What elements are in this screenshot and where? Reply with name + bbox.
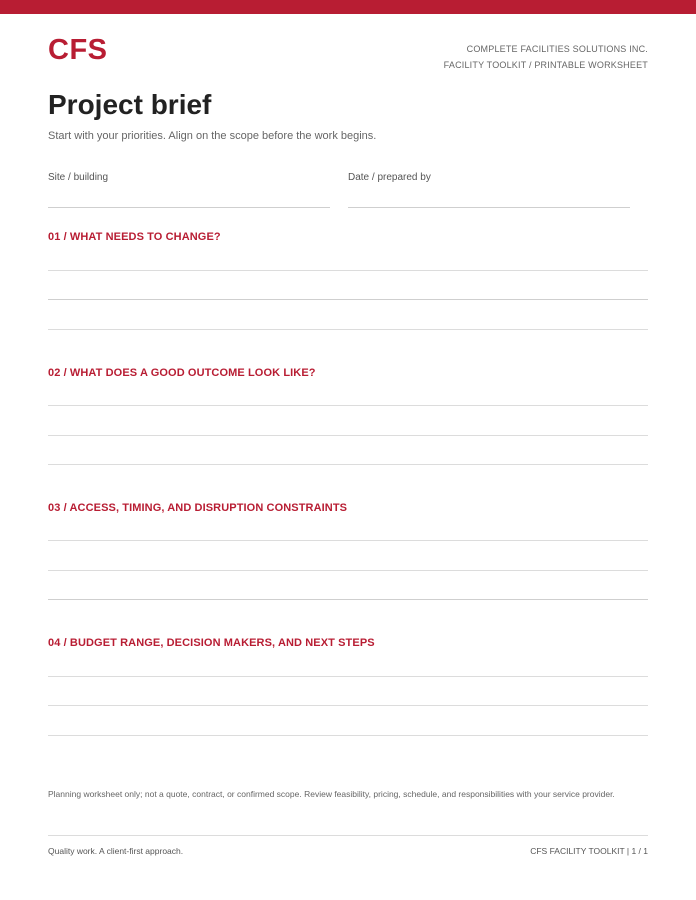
page-title: Project brief [48, 89, 212, 120]
field-line-date [348, 207, 630, 208]
writing-line [48, 464, 648, 465]
disclaimer-text: Planning worksheet only; not a quote, contract, or confirmed scope. Review feasibility, pricing, schedule, and responsibilities with your service provider. [48, 789, 615, 799]
writing-line [48, 705, 648, 706]
writing-line [48, 329, 648, 330]
footer-divider [48, 835, 648, 836]
company-name: COMPLETE FACILITIES SOLUTIONS INC. [466, 44, 648, 54]
writing-line [48, 405, 648, 406]
writing-line [48, 270, 648, 271]
field-label-site: Site / building [48, 172, 109, 183]
writing-line [48, 435, 648, 436]
writing-line [48, 676, 648, 677]
field-label-date: Date / prepared by [348, 172, 431, 183]
writing-line [48, 299, 648, 300]
company-logo: CFS [48, 34, 108, 66]
document-type: FACILITY TOOLKIT / PRINTABLE WORKSHEET [443, 60, 648, 70]
page-subtitle: Start with your priorities. Align on the scope before the work begins. [48, 130, 377, 142]
writing-line [48, 735, 648, 736]
section-title-4: 04 / BUDGET RANGE, DECISION MAKERS, AND NEXT STEPS [48, 637, 375, 649]
section-title-2: 02 / WHAT DOES A GOOD OUTCOME LOOK LIKE? [48, 367, 316, 379]
footer-page-label: CFS FACILITY TOOLKIT | 1 / 1 [530, 846, 648, 856]
writing-line [48, 540, 648, 541]
section-title-1: 01 / WHAT NEEDS TO CHANGE? [48, 231, 221, 243]
section-title-3: 03 / ACCESS, TIMING, AND DISRUPTION CONSTRAINTS [48, 502, 348, 514]
writing-line [48, 570, 648, 571]
company-info [444, 41, 648, 73]
field-line-site [48, 207, 330, 208]
writing-line [48, 599, 648, 600]
footer-tagline: Quality work. A client-first approach. [48, 846, 184, 856]
top-accent-bar [0, 0, 696, 14]
